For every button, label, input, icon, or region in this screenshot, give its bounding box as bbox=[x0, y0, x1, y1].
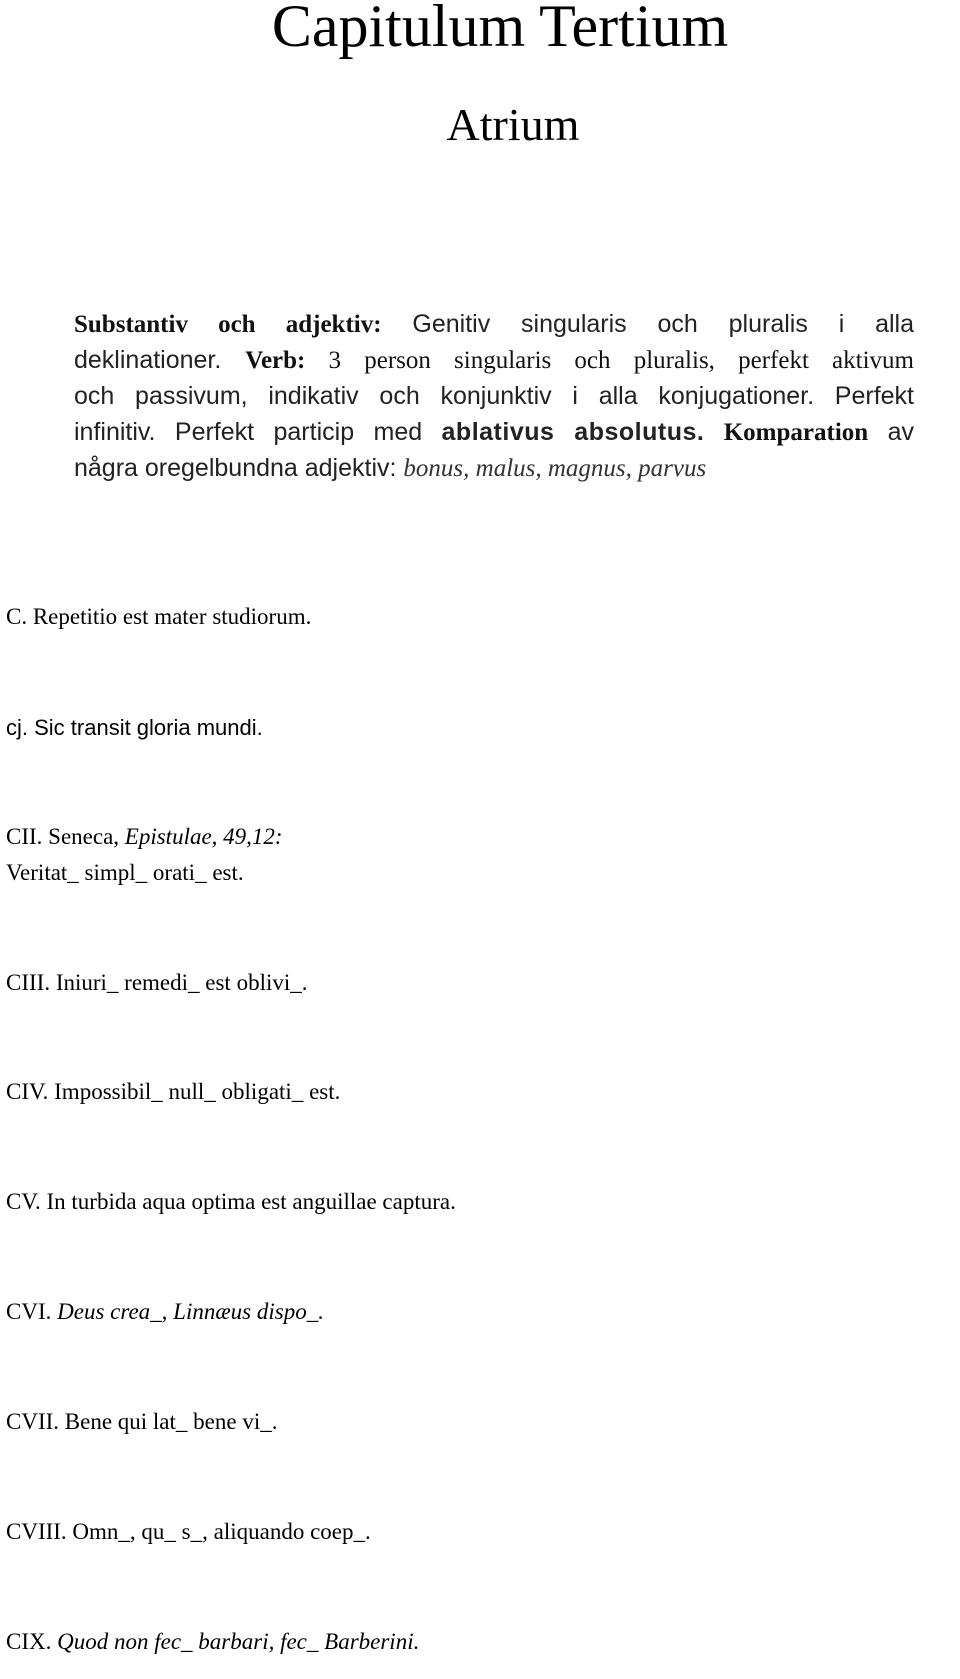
overview-text: Genitiv singularis och pluralis i alla bbox=[381, 310, 914, 338]
exercise-civ: CIV. Impossibil_ null_ obligati_ est. bbox=[6, 1079, 341, 1104]
exercise-number: CII. Seneca, bbox=[6, 824, 125, 849]
exercise-number: CIX. bbox=[6, 1629, 58, 1654]
overview-line-2 bbox=[74, 342, 914, 378]
exercise-cviii: CVIII. Omn_, qu_ s_, aliquando coep_. bbox=[6, 1519, 371, 1544]
exercise-cv: CV. In turbida aqua optima est anguillae captura. bbox=[6, 1189, 456, 1214]
exercise-italic-text: Quod non fec_ barbari, fec_ Barberini. bbox=[57, 1629, 420, 1654]
exercise-cvii: CVII. Bene qui lat_ bene vi_. bbox=[6, 1409, 278, 1434]
overview-text: och passivum, indikativ och konjunktiv i alla konjugationer. Perfekt bbox=[74, 382, 914, 410]
overview-line-1 bbox=[74, 306, 914, 342]
exercise-c: C. Repetitio est mater studiorum. bbox=[6, 604, 312, 629]
overview-italic-examples: bonus, malus, magnus, parvus bbox=[403, 455, 707, 482]
chapter-title: Capitulum Tertium bbox=[271, 0, 729, 59]
grammar-overview-paragraph bbox=[74, 306, 914, 486]
exercise-ci: cj. Sic transit gloria mundi. bbox=[6, 715, 263, 740]
exercise-number: CVI. bbox=[6, 1299, 58, 1324]
overview-bold-term: Substantiv och adjektiv: bbox=[74, 311, 382, 338]
overview-text: några oregelbundna adjektiv: bbox=[74, 454, 404, 482]
exercise-italic-text: Deus crea_, Linnæus dispo_. bbox=[57, 1299, 324, 1324]
exercise-ciii: CIII. Iniuri_ remedi_ est oblivi_. bbox=[6, 970, 308, 995]
overview-line-5 bbox=[74, 450, 914, 486]
overview-text: 3 person singularis och pluralis, perfekt aktivum bbox=[305, 347, 914, 374]
overview-line-4 bbox=[74, 414, 914, 450]
exercise-cix bbox=[6, 1627, 419, 1657]
exercise-cii-text: Veritat_ simpl_ orati_ est. bbox=[6, 860, 244, 885]
exercise-source: Epistulae, 49,12: bbox=[124, 824, 283, 849]
overview-bold-term: Verb: bbox=[245, 347, 306, 374]
overview-text bbox=[704, 418, 723, 446]
overview-bold-term: Komparation bbox=[723, 419, 869, 446]
chapter-subtitle: Atrium bbox=[446, 99, 580, 150]
overview-text: infinitiv. Perfekt particip med bbox=[74, 418, 442, 446]
exercise-cvi bbox=[6, 1297, 324, 1327]
exercise-cii-heading bbox=[6, 822, 283, 852]
overview-line-3 bbox=[74, 378, 914, 414]
overview-text: av bbox=[868, 418, 914, 446]
overview-bold-term: ablativus absolutus. bbox=[441, 418, 705, 446]
overview-text: deklinationer. bbox=[74, 346, 246, 374]
